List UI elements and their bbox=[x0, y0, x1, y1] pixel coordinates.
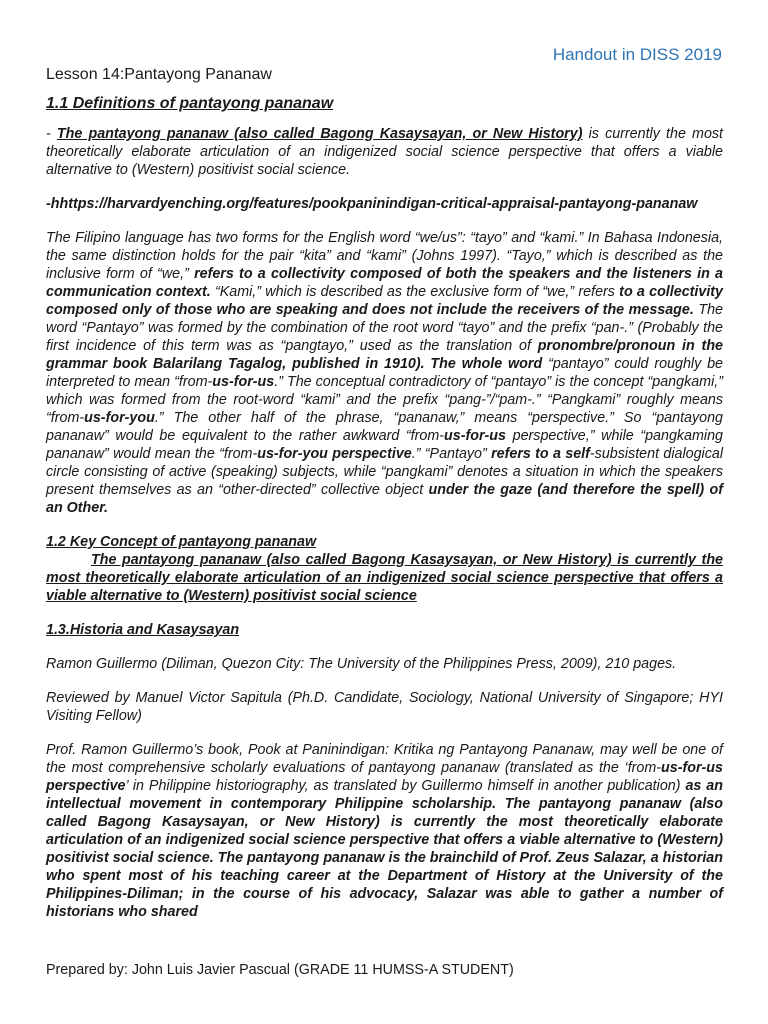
book-citation: Ramon Guillermo (Diliman, Quezon City: The University of the Philippines Press, 2009), 210 pages. bbox=[46, 656, 677, 672]
definition-emphasis: The pantayong pananaw (also called Bagong Kasaysayan, or New History) bbox=[56, 126, 583, 142]
language-paragraph bbox=[46, 229, 723, 517]
definition-rest: is currently the most theoretically elaborate articulation of an indigenized social science perspective that offers a viable alternative to (Western) positivist social science. bbox=[46, 126, 724, 178]
text-run: ’ in Philippine historiography, as translated by Guillermo himself in another publication) bbox=[125, 778, 681, 794]
document-body bbox=[46, 66, 723, 921]
text-run: us-for-us perspective bbox=[46, 760, 723, 794]
definition-dash: - bbox=[46, 126, 57, 142]
text-run: .” “Pantayo” bbox=[411, 446, 487, 462]
text-run: us-for-you perspective bbox=[257, 446, 412, 462]
text-run: .” The conceptual contradictory of “pantayo” is the concept “pangkami,” which was formed from the root-word “kami” and the prefix “pang-”/“pam-.” “Pangkami” roughly means “from- bbox=[46, 374, 723, 426]
text-run: us-for-you bbox=[84, 410, 155, 426]
text-run: us-for-us bbox=[444, 428, 506, 444]
text-run: refers to a self bbox=[486, 446, 590, 462]
section-title-historia: 1.3.Historia and Kasaysayan bbox=[46, 622, 240, 638]
review-paragraph bbox=[46, 741, 723, 921]
text-run: The word “Pantayo” was formed by the combination of the root word “tayo” and the prefix “pan-.” (Probably the first incidence of this term was as “pangtayo,” used as the translation of bbox=[46, 302, 723, 354]
text-run: refers to a collectivity composed of both the speakers and the listeners in a communication context. bbox=[46, 266, 723, 300]
reviewer-line: Reviewed by Manuel Victor Sapitula (Ph.D. Candidate, Sociology, National University of Singapore; HYI Visiting Fellow) bbox=[46, 690, 723, 724]
section-title-definitions: 1.1 Definitions of pantayong pananaw bbox=[46, 95, 334, 112]
text-run: The Filipino language has two forms for the English word “we/us”: “tayo” and “kami.” In Bahasa Indonesia, the same distinction holds for the pair “kita” and “kami” (Johns 1997). “Tayo,” which is described as the inclusive form of “we,” bbox=[46, 230, 723, 282]
definition-paragraph bbox=[46, 125, 723, 179]
text-run: “Kami,” which is described as the exclusive form of “we,” refers bbox=[210, 284, 615, 300]
text-run: us-for-us bbox=[212, 374, 275, 390]
lesson-title: Lesson 14:Pantayong Pananaw bbox=[46, 66, 272, 83]
text-run: under the gaze (and therefore the spell) of an Other. bbox=[46, 482, 723, 516]
text-run: Prof. Ramon Guillermo’s book, Pook at Paninindigan: Kritika ng Pantayong Pananaw, may well be one of the most comprehensive scholarly evaluations of pantayong pananaw (translated as the ‘from- bbox=[46, 742, 723, 776]
text-run: as an intellectual movement in contemporary Philippine scholarship. The pantayong pananaw (also called Bagong Kasaysayan, or New History) is currently the most theoretically elaborate articulation of an indigenized social science perspective that offers a viable alternative to (Western) positivist social science. The pantayong pananaw is the brainchild of Prof. Zeus Salazar, a historian who spent most of his teaching career at the Department of History at the University of the Philippines-Diliman; in the course of his advocacy, Salazar was able to gather a number of historians who shared bbox=[46, 778, 723, 920]
section-title-key-concept: 1.2 Key Concept of pantayong pananaw bbox=[46, 534, 317, 550]
prepared-by-footer: Prepared by: John Luis Javier Pascual (GRADE 11 HUMSS-A STUDENT) bbox=[46, 962, 514, 978]
source-link[interactable]: -hhttps://harvardyenching.org/features/pookpaninindigan-critical-appraisal-pantayong-pananaw bbox=[46, 196, 698, 212]
text-run: .” The other half of the phrase, “pananaw,” means “perspective.” So “pantayong pananaw” would be equivalent to the rather awkward “from- bbox=[46, 410, 723, 444]
text-run: “pantayo” could roughly be interpreted to mean “from- bbox=[46, 356, 723, 390]
text-run: pronombre/pronoun in the grammar book Balarilang Tagalog, published in 1910). The whole word bbox=[46, 338, 724, 372]
text-run: -subsistent dialogical circle consisting of active (speaking) subjects, while “pangkami” denotes a situation in which the speakers present themselves as an “other-directed” collective object bbox=[46, 446, 723, 498]
text-run: perspective,” while “pangkaming pananaw” would mean the “from- bbox=[46, 428, 724, 462]
handout-label: Handout in DISS 2019 bbox=[552, 45, 722, 64]
key-concept-paragraph: The pantayong pananaw (also called Bagong Kasaysayan, or New History) is currently the most theoretically elaborate articulation of an indigenized social science perspective that offers a viable alternative to (Western) positivist social science bbox=[46, 552, 723, 604]
text-run: to a collectivity composed only of those who are speaking and does not include the receivers of the message. bbox=[46, 284, 724, 318]
